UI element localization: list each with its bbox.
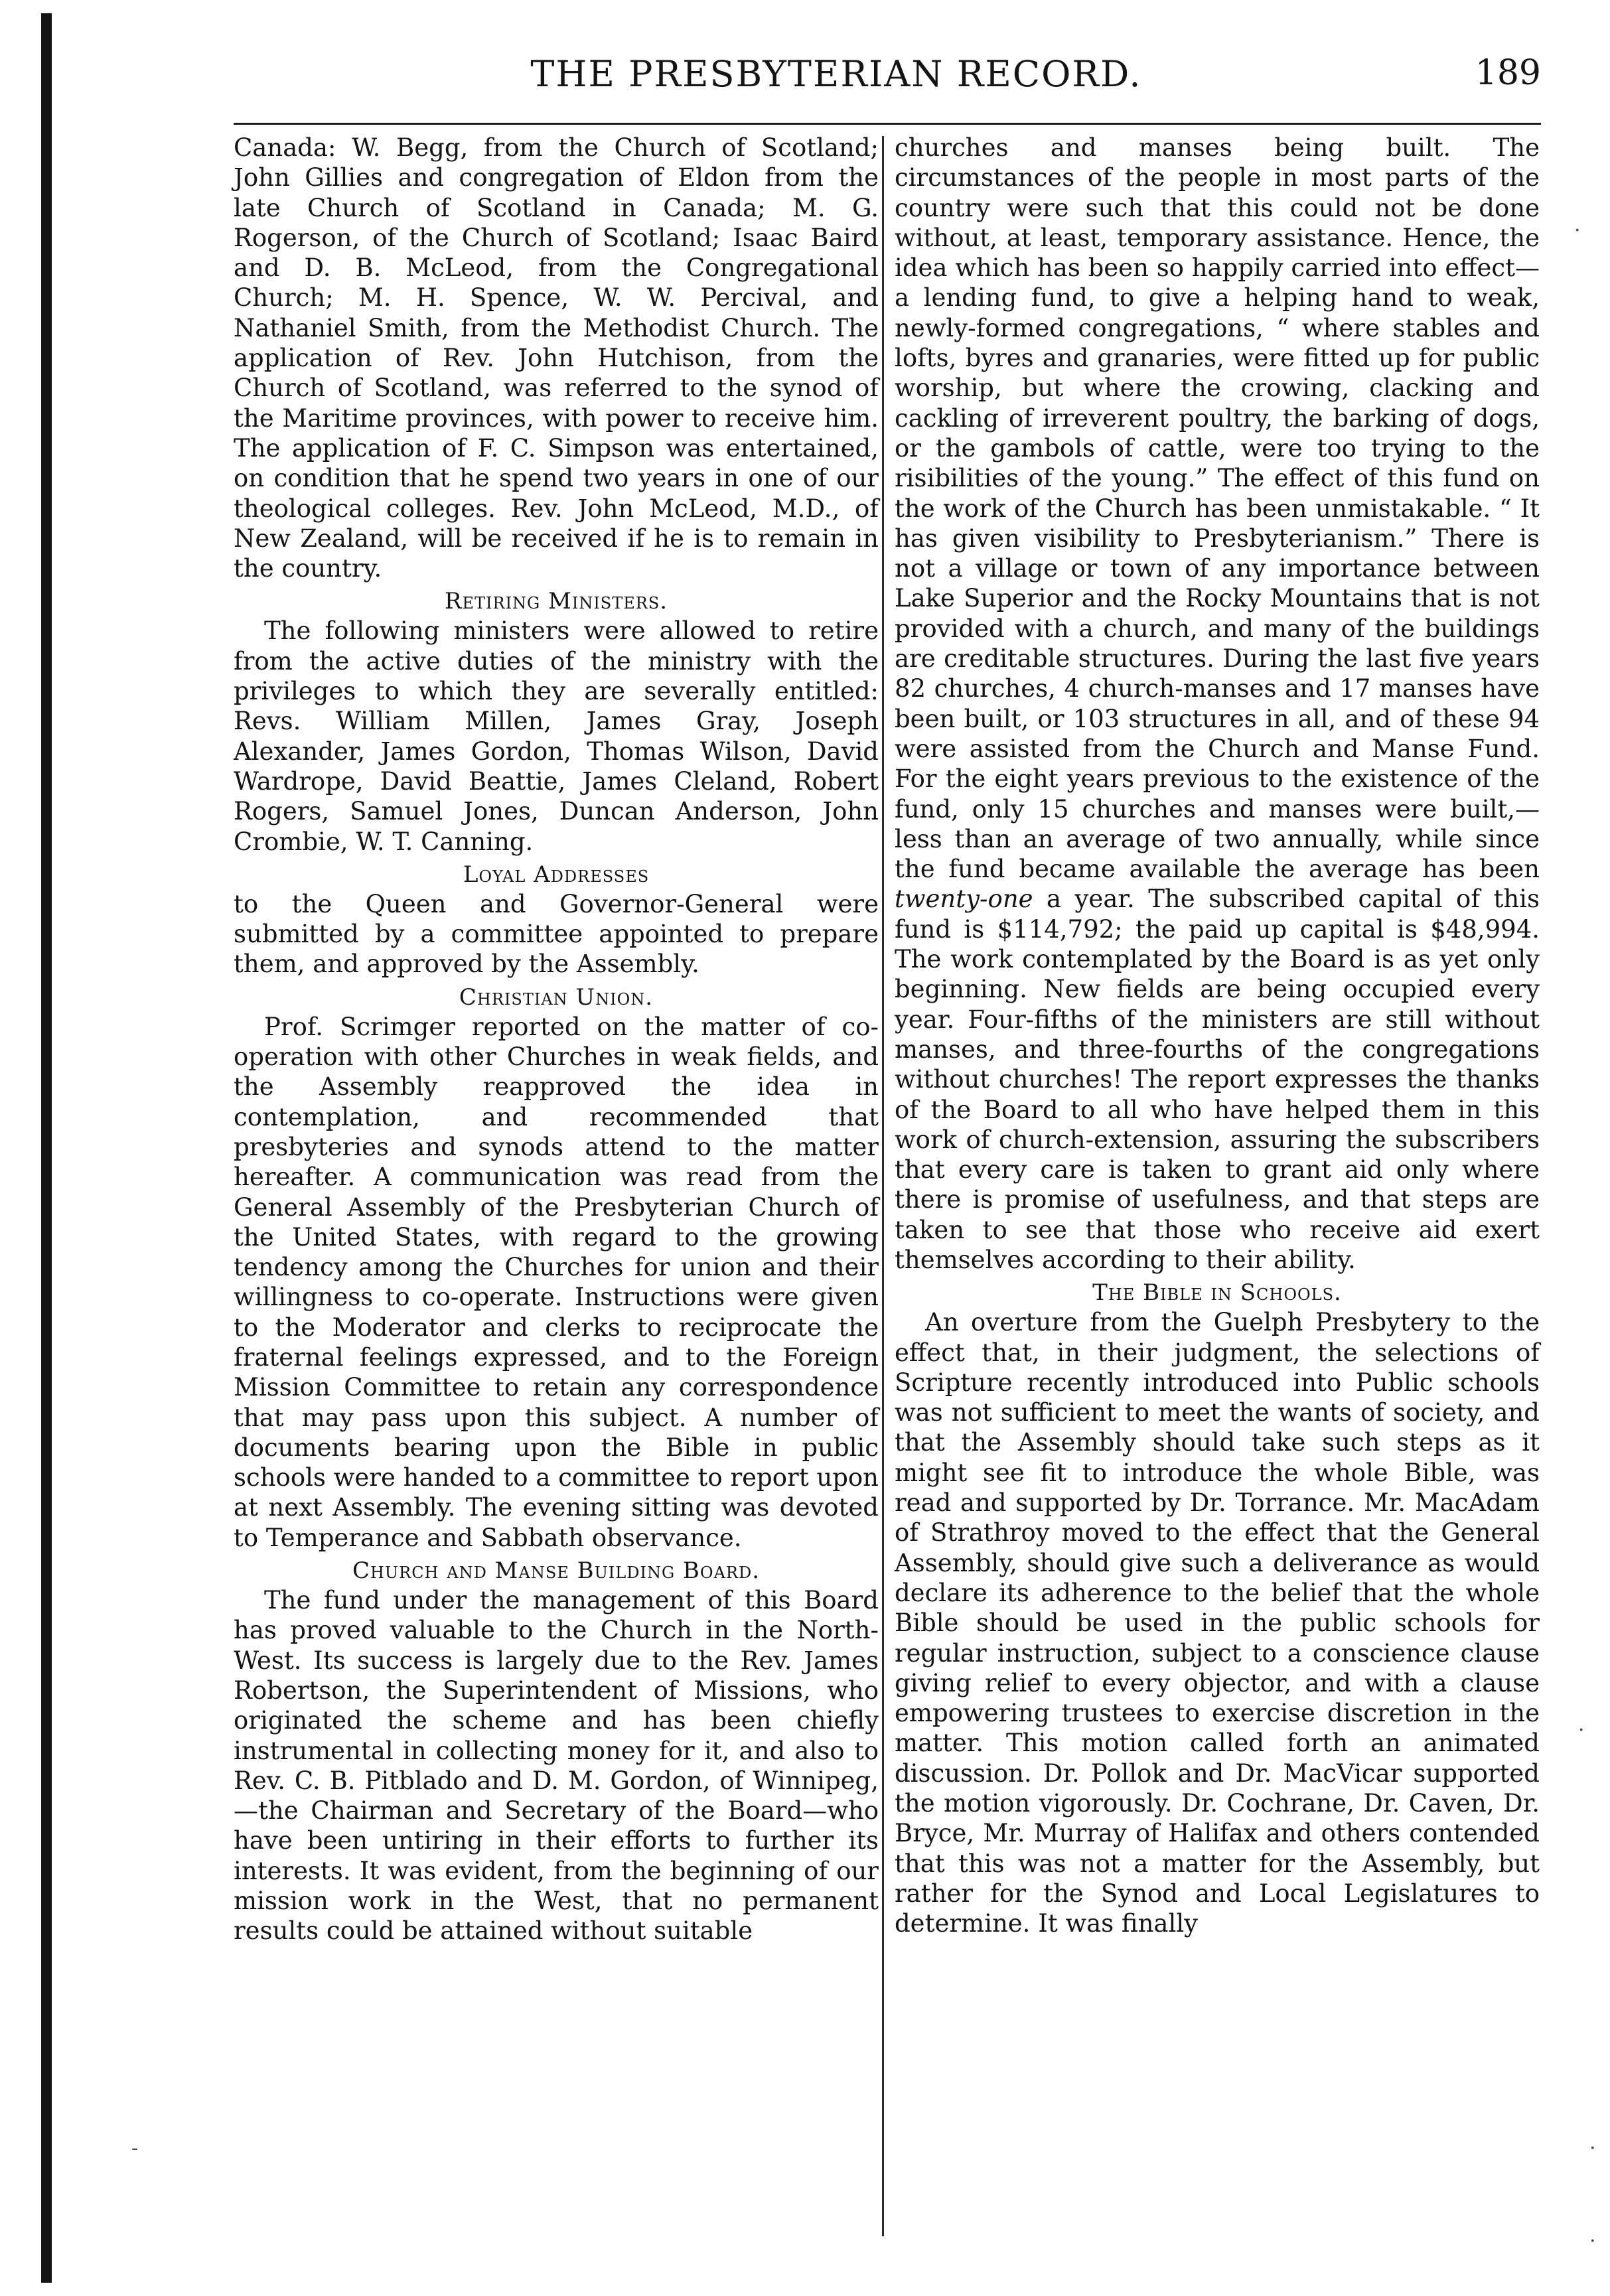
paragraph-bible-in-schools: An overture from the Guelph Presbytery to the effect that, in their judgment, the selections of Scripture recently introduced into Public schools was not sufficient to meet the wants of society, and that the Assembly should take such steps as it might see fit to introduce the whole Bible, was read and supported by Dr. Torrance. Mr. MacAdam of Strathroy moved to the effect that the General Assembly, should give such a deliverance as would declare its adherence to the belief that the whole Bible should be used in the public schools for regular instruction, subject to a conscience clause giving relief to every objector, and with a clause empowering trustees to exercise discretion in the matter. This motion called forth an animated discussion. Dr. Pollok and Dr. MacVicar supported the motion vigorously. Dr. Cochrane, Dr. Caven, Dr. Bryce, Mr. Murray of Halifax and others contended that this was not a matter for the Assembly, but rather for the Synod and Local Legislatures to determine. It was finally [895, 1308, 1540, 1938]
margin-speck: · [1589, 2230, 1596, 2253]
heading-retiring-ministers: Retiring Ministers. [444, 588, 668, 615]
italic-twenty-one: twenty-one [895, 885, 1033, 914]
running-title: THE PRESBYTERIAN RECORD. [530, 53, 1142, 95]
header-rule [234, 123, 1541, 125]
page-number: 189 [1475, 53, 1541, 93]
heading-bible-in-schools: The Bible in Schools. [1092, 1279, 1342, 1307]
paragraph-church-manse-board: The fund under the management of this Board has proved valuable to the Church in the North-West. Its success is largely due to the Rev. James Robertson, the Superintendent of Missions, who originated the scheme and has been chiefly instrumental in collecting money for it, and also to Rev. C. B. Pitblado and D. M. Gordon, of Winnipeg,—the Chairman and Secretary of the Board—who have been untiring in their efforts to further its interests. It was evident, from the beginning of our mission work in the West, that no permanent results could be attained without suitable [234, 1586, 879, 1946]
right-column [895, 133, 1540, 1939]
heading-loyal-addresses: Loyal Addresses [463, 861, 650, 888]
margin-speck: · [1589, 2137, 1596, 2160]
margin-speck: · [1578, 1719, 1585, 1742]
page-binding-edge [41, 13, 52, 2283]
manse-fund-text: churches and manses being built. The circumstances of the people in most parts of the country were such that this could not be done without, at least, temporary assistance. Hence, the idea which has been so happily carried into effect—a lending fund, to give a helping hand to weak, newly-formed congregations, “ where stables and lofts, byres and granaries, were fitted up for public worship, but where the crowing, clacking and cackling of irreverent poultry, the barking of dogs, or the gambols of cattle, were too trying to the risibilities of the young.” The effect of this fund on the work of the Church has been unmistakable. “ It has given visibility to Presbyterianism.” There is not a village or town of any importance between Lake Superior and the Rocky Mountains that is not provided with a church, and many of the buildings are creditable structures. During the last five years 82 churches, 4 church-manses and 17 manses have been built, or 103 structures in all, and of these 94 were assisted from the Church and Manse Fund. For the eight years previous to the existence of the fund, only 15 churches and manses were built,—less than an average of two annually, while since the fund became available the average has been [895, 133, 1540, 884]
paragraph-christian-union: Prof. Scrimger reported on the matter of co-operation with other Churches in weak fields, and the Assembly reapproved the idea in contemplation, and recommended that presbyteries and synods attend to the matter hereafter. A communication was read from the General Assembly of the Presbyterian Church of the United States, with regard to the growing tendency among the Churches for union and their willingness to co-operate. Instructions were given to the Moderator and clerks to reciprocate the fraternal feelings expressed, and to the Foreign Mission Committee to retain any correspondence that may pass upon this subject. A number of documents bearing upon the Bible in public schools were handed to a committee to report upon at next Assembly. The evening sitting was devoted to Temperance and Sabbath observance. [234, 1012, 879, 1552]
paragraph-retiring-ministers: The following ministers were allowed to retire from the active duties of the ministry with the privileges to which they are severally entitled: Revs. William Millen, James Gray, Joseph Alexander, James Gordon, Thomas Wilson, David Wardrope, David Beattie, James Cleland, Robert Rogers, Samuel Jones, Duncan Anderson, John Crombie, W. T. Canning. [234, 616, 879, 856]
manse-fund-text-tail: a year. The subscribed capital of this fund is $114,792; the paid up capital is $48,994. The work contemplated by the Board is as yet only beginning. New fields are being occupied every year. Four-fifths of the ministers are still without manses, and three-fourths of the congregations without churches! The report expresses the thanks of the Board to all who have helped them in this work of church-extension, assuring the subscribers that every care is taken to grant aid only where there is promise of usefulness, and that steps are taken to see that those who receive aid exert themselves according to their ability. [895, 885, 1540, 1274]
heading-christian-union: Christian Union. [459, 983, 654, 1011]
margin-speck: · [1574, 219, 1581, 242]
paragraph-manse-fund-continued [895, 133, 1540, 1275]
column-divider [882, 136, 884, 2236]
paragraph-loyal-addresses: to the Queen and Governor-General were submitted by a committee appointed to prepare them, and approved by the Assembly. [234, 889, 879, 979]
paragraph-admissions: Canada: W. Begg, from the Church of Scotland; John Gillies and congregation of Eldon from the late Church of Scotland in Canada; M. G. Rogerson, of the Church of Scotland; Isaac Baird and D. B. McLeod, from the Congregational Church; M. H. Spence, W. W. Percival, and Nathaniel Smith, from the Methodist Church. The application of Rev. John Hutchison, from the Church of Scotland, was referred to the synod of the Maritime provinces, with power to receive him. The application of F. C. Simpson was entertained, on condition that he spend two years in one of our theological colleges. Rev. John McLeod, M.D., of New Zealand, will be received if he is to remain in the country. [234, 133, 879, 583]
margin-speck: ‑ [131, 2137, 139, 2160]
left-column [234, 133, 879, 1946]
heading-church-manse-board: Church and Manse Building Board. [352, 1557, 761, 1585]
